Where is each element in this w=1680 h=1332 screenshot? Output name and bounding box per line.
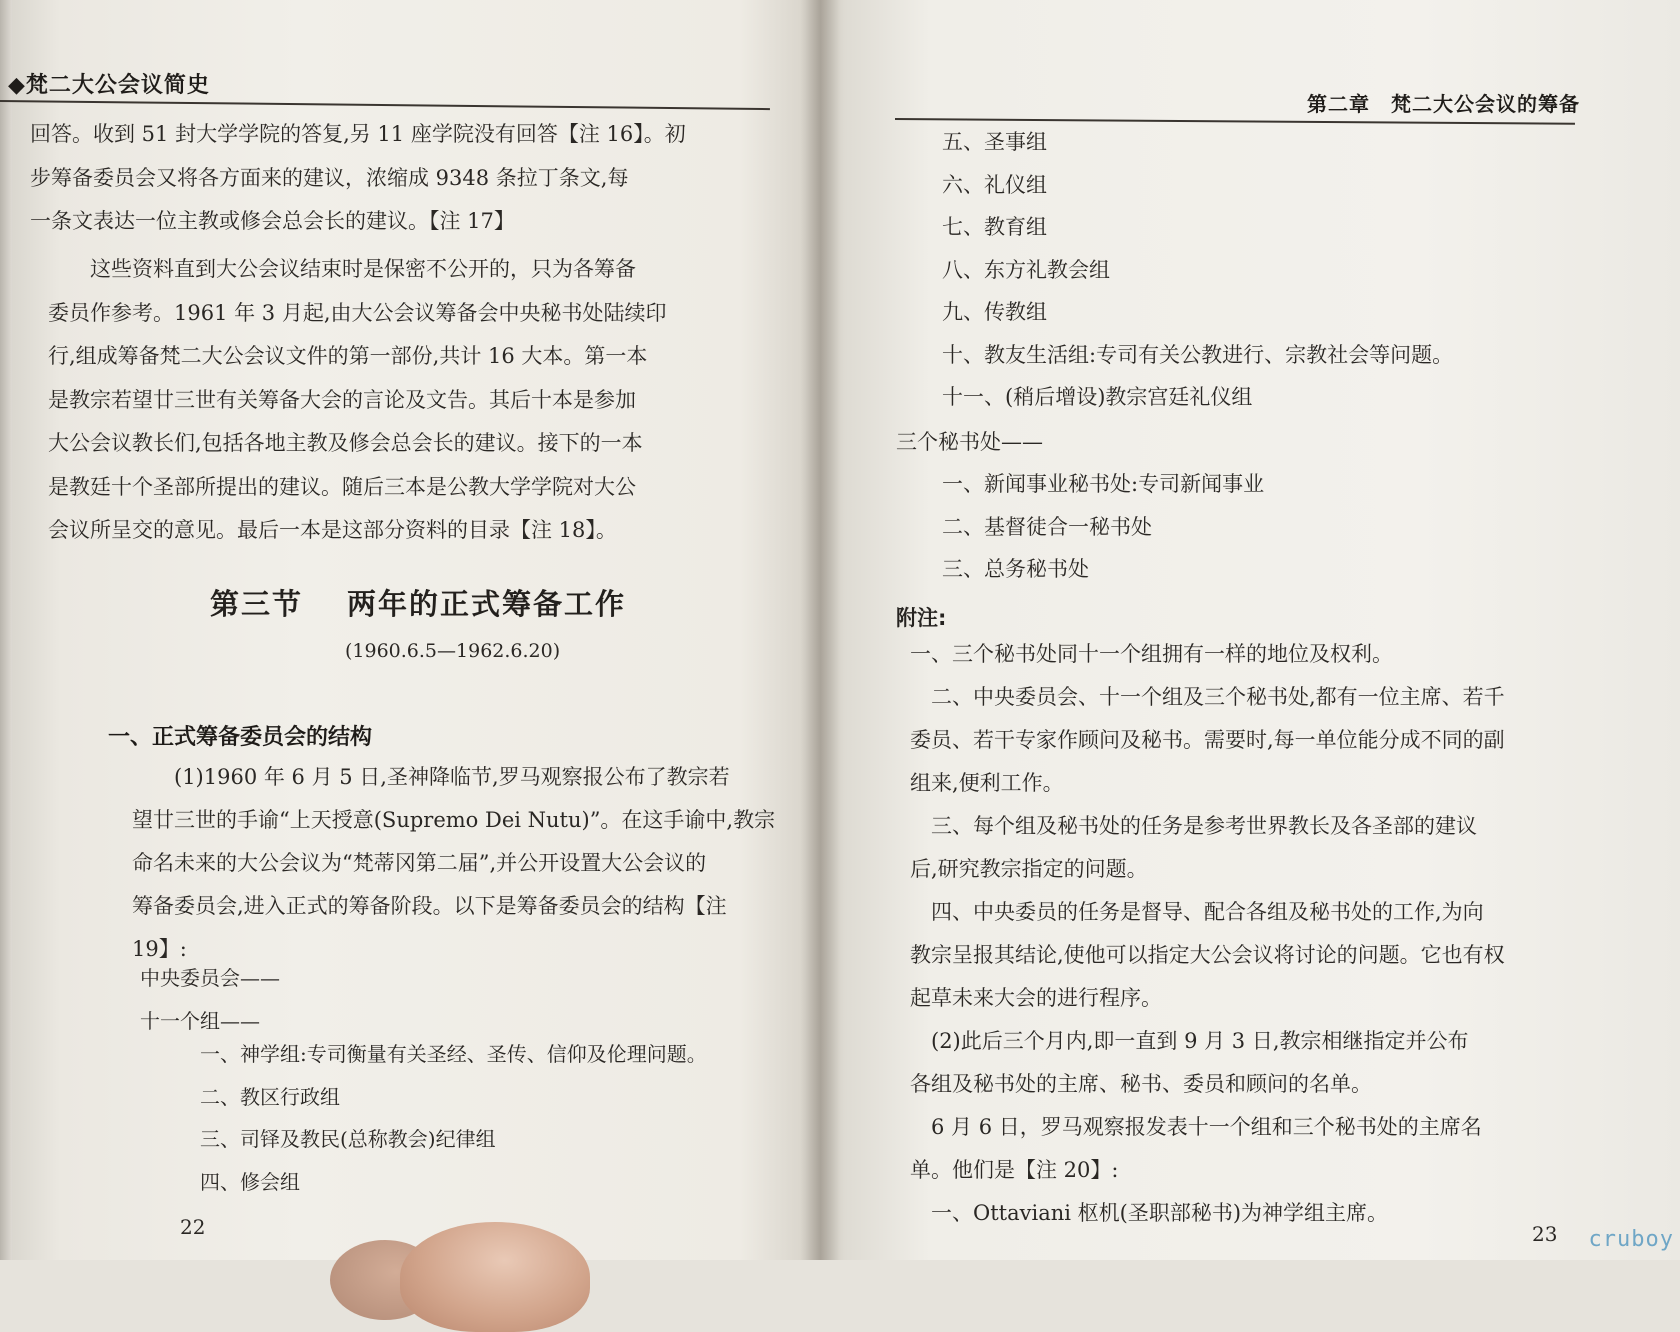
list-item: 中央委员会——: [140, 966, 280, 990]
list-item: 八、东方礼教会组: [942, 257, 1110, 282]
subheading: 一、正式筹备委员会的结构: [108, 725, 373, 750]
text-line: 命名未来的大公会议为“梵蒂冈第二届”,并公开设置大公会议的: [132, 851, 707, 875]
text-line: 6 月 6 日，罗马观察报发表十一个组和三个秘书处的主席名: [910, 1115, 1482, 1139]
note-label: 附注:: [896, 606, 947, 630]
secretariats-list: [942, 463, 1264, 591]
text-line: 委员作参考。1961 年 3 月起,由大公会议筹备会中央秘书处陆续印: [48, 300, 667, 325]
text-line: 回答。收到 51 封大学学院的答复,另 11 座学院没有回答【注 16】。初: [30, 122, 686, 146]
text-line: 会议所呈交的意见。最后一本是这部分资料的目录【注 18】。: [48, 518, 617, 542]
watermark: cruboy: [1588, 1227, 1674, 1252]
text-line: (2)此后三个月内,即一直到 9 月 3 日,教宗相继指定并公布: [910, 1029, 1469, 1053]
header-rule-left: [0, 100, 770, 110]
page-number-left: 22: [180, 1215, 206, 1239]
paragraph-2: [48, 248, 667, 553]
paragraph-3: [132, 756, 775, 971]
text-line: 各组及秘书处的主席、秘书、委员和顾问的名单。: [910, 1072, 1372, 1096]
text-line: 筹备委员会,进入正式的筹备阶段。以下是筹备委员会的结构【注: [132, 894, 727, 918]
text-line: 教宗呈报其结论,使他可以指定大公会议将讨论的问题。它也有权: [910, 943, 1505, 967]
text-line: 三、每个组及秘书处的任务是参考世界教长及各圣部的建议: [910, 814, 1477, 838]
page-number-right: 23: [1532, 1222, 1558, 1246]
list-item: 一、新闻事业秘书处:专司新闻事业: [942, 472, 1265, 496]
paragraph-1: [30, 113, 686, 244]
list-item: 二、教区行政组: [200, 1084, 340, 1109]
text-line: 一、三个秘书处同十一个组拥有一样的地位及权利。: [910, 642, 1393, 666]
section-date-range: (1960.6.5—1962.6.20): [345, 640, 561, 662]
holding-finger: [400, 1222, 590, 1332]
text-line: 是教廷十个圣部所提出的建议。随后三本是公教大学学院对大公: [48, 474, 636, 499]
secretariats-header: 三个秘书处——: [896, 430, 1043, 454]
right-page: [820, 0, 1680, 1260]
list-item: 五、圣事组: [942, 130, 1047, 154]
structure-list: [140, 957, 280, 1043]
text-line: 后,研究教宗指定的问题。: [910, 857, 1148, 881]
text-line: 这些资料直到大公会议结束时是保密不公开的，只为各筹备: [48, 257, 636, 281]
list-item: 十一个组——: [140, 1009, 260, 1033]
text-line: 19】:: [132, 937, 187, 961]
text-line: 行,组成筹备梵二大公会议文件的第一部份,共计 16 大本。第一本: [48, 344, 648, 368]
text-line: 一、Ottaviani 枢机(圣职部秘书)为神学组主席。: [910, 1201, 1389, 1225]
running-head-left: ◆梵二大公会议简史: [8, 73, 210, 98]
list-item: 九、传教组: [942, 300, 1047, 324]
list-item: 十一、(稍后增设)教宗宫廷礼仪组: [942, 385, 1253, 409]
section-title: [210, 582, 626, 623]
text-line: 四、中央委员的任务是督导、配合各组及秘书处的工作,为向: [910, 900, 1484, 924]
list-item: 二、基督徒合一秘书处: [942, 514, 1152, 539]
text-line: 组来,便利工作。: [910, 771, 1064, 795]
book-gutter: [800, 0, 840, 1260]
text-line: 单。他们是【注 20】:: [910, 1158, 1119, 1182]
page-edge: [0, 0, 12, 1260]
left-page: [0, 0, 820, 1260]
text-line: 步筹备委员会又将各方面来的建议，浓缩成 9348 条拉丁条文,每: [30, 165, 629, 190]
list-item: 三、总务秘书处: [942, 557, 1089, 581]
text-line: 望廿三世的手谕“上天授意(Supremo Dei Nutu)”。在这手谕中,教宗: [132, 808, 776, 832]
list-item: 十、教友生活组:专司有关公教进行、宗教社会等问题。: [942, 342, 1454, 367]
text-line: 委员、若干专家作顾问及秘书。需要时,每一单位能分成不同的副: [910, 728, 1505, 752]
groups-list-left: [200, 1033, 707, 1203]
groups-list-right: [942, 121, 1453, 419]
text-line: 一条文表达一位主教或修会总会长的建议。【注 17】: [30, 209, 515, 233]
notes-block: [910, 633, 1505, 1235]
list-item: 一、神学组:专司衡量有关圣经、圣传、信仰及伦理问题。: [200, 1042, 707, 1066]
list-item: 六、礼仪组: [942, 172, 1047, 197]
text-line: 是教宗若望廿三世有关筹备大会的言论及文告。其后十本是参加: [48, 387, 636, 412]
text-line: 起草未来大会的进行程序。: [910, 986, 1162, 1010]
running-head-right: 第二章 梵二大公会议的筹备: [1307, 92, 1580, 116]
section-heading: 两年的正式筹备工作: [347, 587, 627, 621]
list-item: 三、司铎及教民(总称教会)纪律组: [200, 1127, 496, 1151]
text-line: (1)1960 年 6 月 5 日,圣神降临节,罗马观察报公布了教宗若: [132, 765, 730, 789]
list-item: 七、教育组: [942, 215, 1047, 239]
section-number: 第三节: [210, 587, 304, 621]
list-item: 四、修会组: [200, 1169, 300, 1194]
text-line: 二、中央委员会、十一个组及三个秘书处,都有一位主席、若千: [910, 685, 1505, 709]
text-line: 大公会议教长们,包括各地主教及修会总会长的建议。接下的一本: [48, 431, 643, 455]
